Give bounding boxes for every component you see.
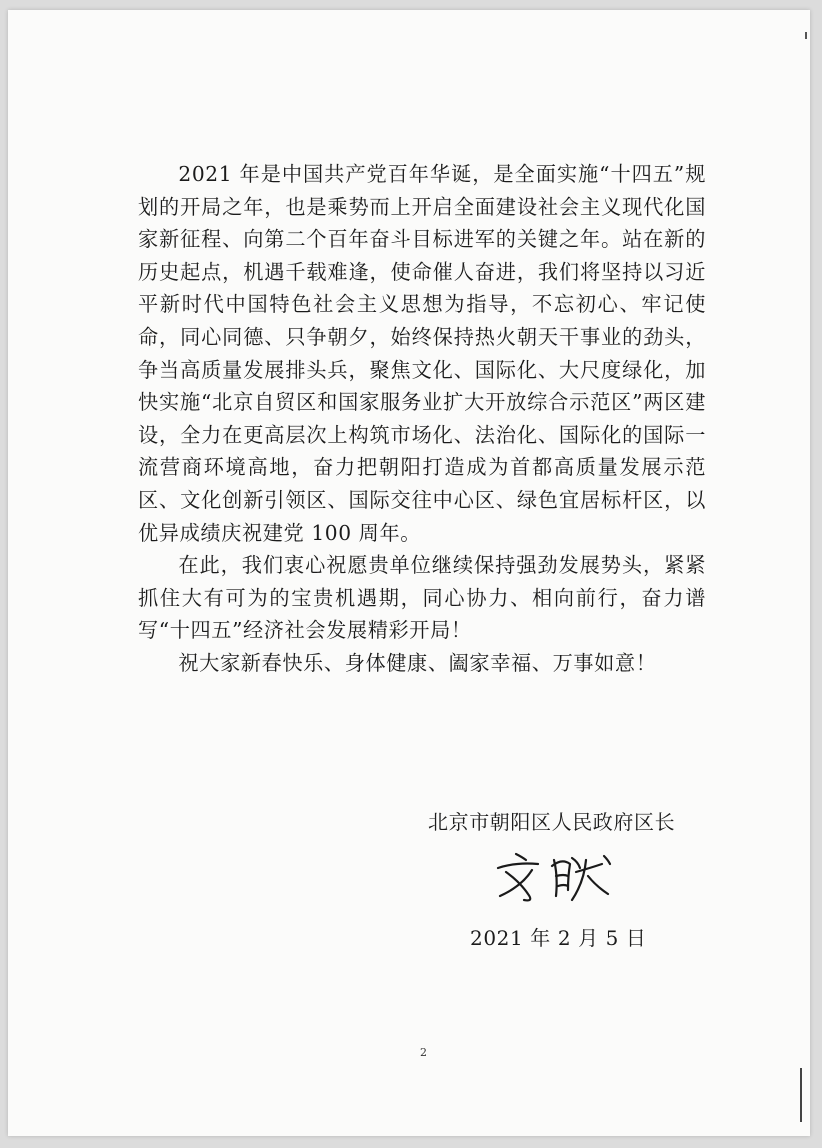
letter-page: [8, 10, 810, 1136]
paragraph-1: 2021 年是中国共产党百年华诞，是全面实施“十四五”规划的开局之年，也是乘势而上开启全面建设社会主义现代化国家新征程、向第二个百年奋斗目标进军的关键之年。站在新的历史起点，机遇千载难逢，使命催人奋进，我们将坚持以习近平新时代中国特色社会主义思想为指导，不忘初心、牢记使命，同心同德、只争朝夕，始终保持热火朝天干事业的劲头，争当高质量发展排头兵，聚焦文化、国际化、大尺度绿化，加快实施“北京自贸区和国家服务业扩大开放综合示范区”两区建设，全力在更高层次上构筑市场化、法治化、国际化的国际一流营商环境高地，奋力把朝阳打造成为首都高质量发展示范区、文化创新引领区、国际交往中心区、绿色宜居标杆区，以优异成绩庆祝建党 100 周年。: [138, 162, 706, 545]
letter-body: [138, 158, 706, 680]
letter-date: 2021 年 2 月 5 日: [470, 926, 647, 950]
signoff-title: 北京市朝阳区人民政府区长: [428, 810, 676, 834]
paragraph-3: 祝大家新春快乐、身体健康、阖家幸福、万事如意！: [178, 650, 657, 675]
scan-mark: [800, 1068, 802, 1122]
paragraph-2: 在此，我们衷心祝愿贵单位继续保持强劲发展势头，紧紧抓住大有可为的宝贵机遇期，同心协力、相向前行，奋力谱写“十四五”经济社会发展精彩开局！: [138, 553, 706, 643]
handwritten-signature: [488, 846, 628, 908]
scan-mark: [805, 32, 807, 39]
page-number: 2: [420, 1046, 427, 1059]
